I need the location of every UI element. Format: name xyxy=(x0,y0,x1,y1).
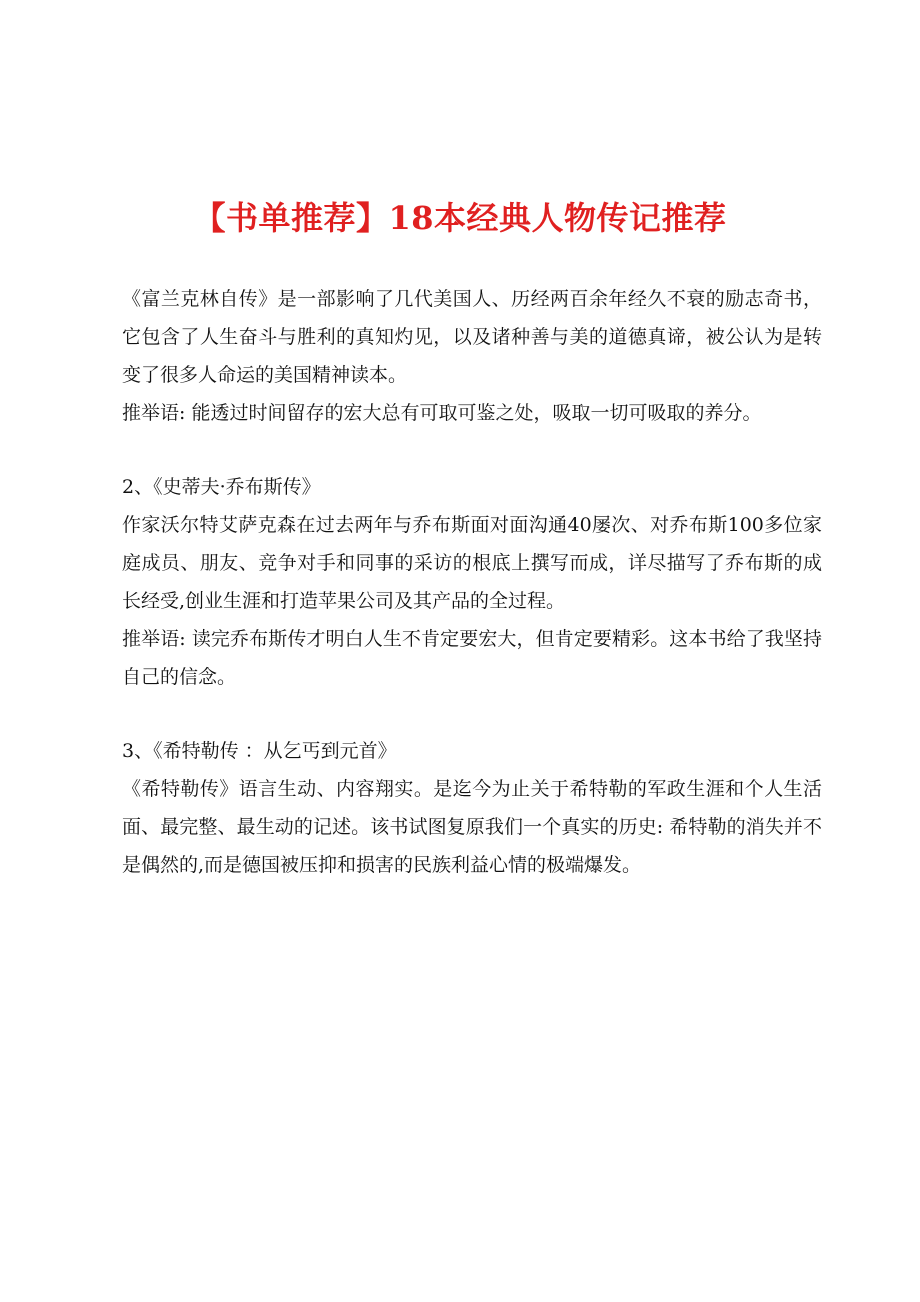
section-heading: 3、《希特勒传 ：从乞丐到元首》 xyxy=(122,740,397,762)
section-heading: 2、《史蒂夫·乔布斯传》 xyxy=(122,476,321,498)
document-body xyxy=(122,280,822,884)
recommendation-paragraph: 推举语: 能透过时间留存的宏大总有可取可鉴之处，吸取一切可吸取的养分。 xyxy=(122,402,762,424)
recommendation-paragraph: 推举语: 读完乔布斯传才明白人生不肯定要宏大，但肯定要精彩。这本书给了我坚持自己的信念。 xyxy=(122,628,822,688)
section-spacer xyxy=(122,696,822,732)
intro-paragraph: 《富兰克林自传》是一部影响了几代美国人、历经两百余年经久不衰的励志奇书，它包含了人生奋斗与胜利的真知灼见，以及诸种善与美的道德真谛，被公认为是转变了很多人命运的美国精神读本。 xyxy=(122,288,822,386)
description-paragraph: 《希特勒传》语言生动、内容翔实。是迄今为止关于希特勒的军政生涯和个人生活面、最完整、最生动的记述。该书试图复原我们一个真实的历史: 希特勒的消失并不是偶然的,而是德国被压抑和损害的民族利益心情的极端爆发。 xyxy=(122,778,822,876)
page-title: 【书单推荐】18本经典人物传记推荐 xyxy=(193,199,727,237)
section-spacer xyxy=(122,432,822,468)
description-paragraph: 作家沃尔特艾萨克森在过去两年与乔布斯面对面沟通40屡次、对乔布斯100多位家庭成员、朋友、竞争对手和同事的采访的根底上撰写而成，详尽描写了乔布斯的成长经受,创业生涯和打造苹果公司及其产品的全过程。 xyxy=(122,514,822,612)
